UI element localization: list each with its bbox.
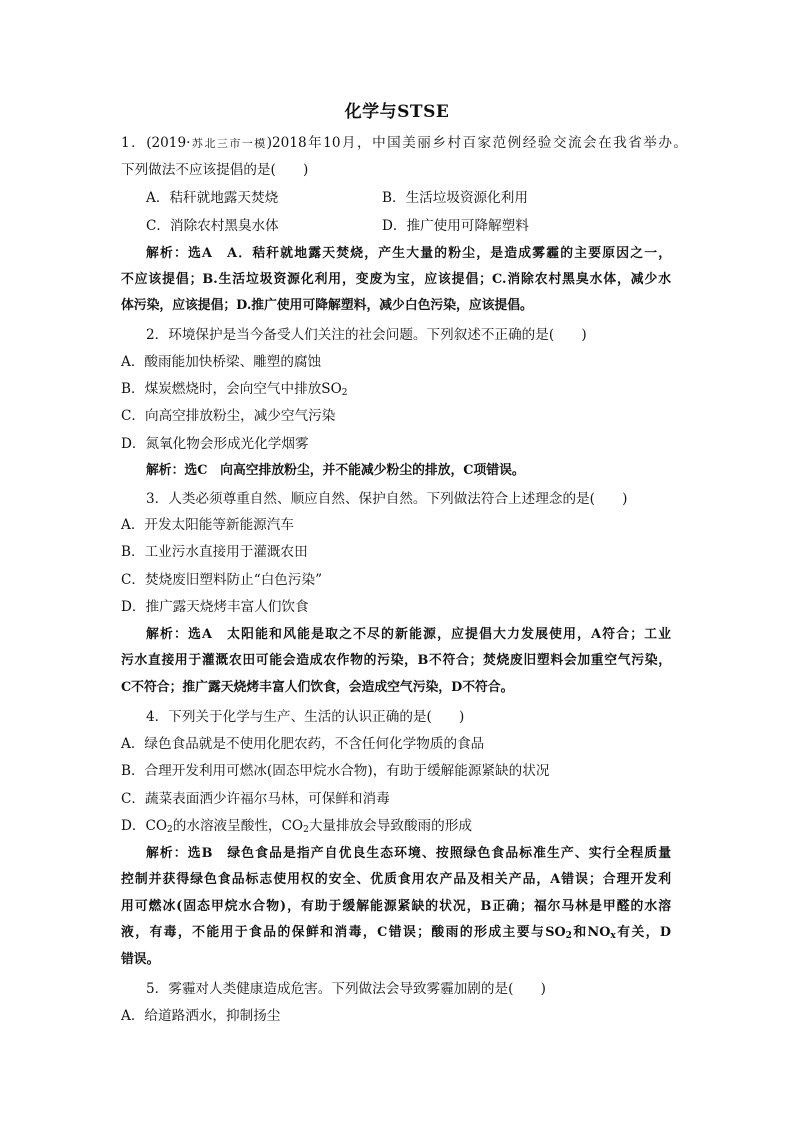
q4-analysis-line2: 控制并获得绿色食品标志使用权的安全、优质食用农产品及相关产品，A错误；合理开发利 xyxy=(121,872,671,887)
q4-option-d-part3: 大量排放会导致酸雨的形成 xyxy=(308,818,472,834)
q4-stem: 4．下列关于化学与生产、生活的认识正确的是( ) xyxy=(146,709,465,725)
q4-option-d-part1: D．CO xyxy=(121,818,168,834)
q2-option-b-text: B．煤炭燃烧时，会向空气中排放SO xyxy=(121,381,342,397)
q3-stem: 3．人类必须尊重自然、顺应自然、保护自然。下列做法符合上述理念的是( ) xyxy=(146,491,628,507)
q4-analysis-subscript2: x xyxy=(610,931,616,941)
q1-option-d: D．推广使用可降解塑料 xyxy=(382,218,529,234)
page-title: 化学与STSE xyxy=(344,102,450,122)
q5-stem: 5．雾霾对人类健康造成危害。下列做法会导致雾霾加剧的是( ) xyxy=(146,981,546,997)
q1-option-b: B．生活垃圾资源化利用 xyxy=(382,190,528,206)
q2-option-b xyxy=(121,380,681,398)
q4-option-c: C．蔬菜表面洒少许福尔马林，可保鲜和消毒 xyxy=(121,791,390,807)
q4-analysis-subscript1: 2 xyxy=(565,931,572,941)
q3-option-b: B．工业污水直接用于灌溉农田 xyxy=(121,544,308,560)
q1-stem-line2: 下列做法不应该提倡的是( ) xyxy=(121,162,309,178)
q4-analysis-line4-part3: 有关，D xyxy=(615,925,671,940)
q3-option-d: D．推广露天烧烤丰富人们饮食 xyxy=(121,599,309,615)
q2-option-b-subscript: 2 xyxy=(341,388,348,398)
q2-analysis: 解析：选C 向高空排放粉尘，并不能减少粉尘的排放，C项错误。 xyxy=(146,463,525,478)
q4-analysis-line1: 解析：选B 绿色食品是指产自优良生态环境、按照绿色食品标准生产、实行全程质量 xyxy=(146,846,671,861)
q4-analysis-line5: 错误。 xyxy=(121,952,160,967)
q1-source: 苏北三市一模 xyxy=(190,137,267,150)
q3-analysis-line2: 污水直接用于灌溉农田可能会造成农作物的污染，B不符合；焚烧废旧塑料会加重空气污染， xyxy=(121,653,671,668)
q2-option-d: D．氮氧化物会形成光化学烟雾 xyxy=(121,436,309,452)
q1-option-c: C．消除农村黑臭水体 xyxy=(146,218,279,234)
q1-stem-line1 xyxy=(121,134,687,153)
q1-stem-year: 1．(2019· xyxy=(121,135,191,151)
q4-option-a: A．绿色食品就是不使用化肥农药，不含任何化学物质的食品 xyxy=(121,736,485,752)
q1-analysis-line3: 体污染，应该提倡；D.推广使用可降解塑料，减少白色污染，应该提倡。 xyxy=(121,298,533,313)
q1-analysis-line1: 解析：选A A．秸秆就地露天焚烧，产生大量的粉尘，是造成雾霾的主要原因之一， xyxy=(146,246,671,261)
q4-analysis-line4-part2: 和NO xyxy=(571,925,611,940)
q4-option-d-part2: 的水溶液呈酸性，CO xyxy=(172,818,304,834)
q1-analysis-line2: 不应该提倡；B.生活垃圾资源化利用，变废为宝，应该提倡；C.消除农村黑臭水体，减少水 xyxy=(121,272,671,287)
q2-option-a: A．酸雨能加快桥梁、雕塑的腐蚀 xyxy=(121,354,322,370)
q1-stem-text: )2018年10月，中国美丽乡村百家范例经验交流会在我省举办。 xyxy=(266,135,688,151)
q3-option-c: C．焚烧废旧塑料防止“白色污染” xyxy=(121,572,323,588)
q4-analysis-line4 xyxy=(121,924,671,942)
q4-option-d xyxy=(121,817,681,835)
q5-option-a: A．给道路洒水，抑制扬尘 xyxy=(121,1008,281,1024)
q3-option-a: A．开发太阳能等新能源汽车 xyxy=(121,517,294,533)
q3-analysis-line3: C不符合；推广露天烧烤丰富人们饮食，会造成空气污染，D不符合。 xyxy=(121,680,514,695)
q2-stem: 2．环境保护是当今备受人们关注的社会问题。下列叙述不正确的是( ) xyxy=(146,327,587,343)
q1-option-a: A．秸秆就地露天焚烧 xyxy=(146,190,279,206)
q4-option-d-subscript1: 2 xyxy=(167,825,173,835)
q4-option-b: B．合理开发利用可燃冰(固态甲烷水合物)，有助于缓解能源紧缺的状况 xyxy=(121,763,550,779)
q4-analysis-line4-part1: 液，有毒，不能用于食品的保鲜和消毒，C错误；酸雨的形成主要与SO xyxy=(121,925,566,940)
q4-analysis-line3: 用可燃冰(固态甲烷水合物)，有助于缓解能源紧缺的状况，B正确；福尔马林是甲醛的水溶 xyxy=(121,899,671,914)
q3-analysis-line1: 解析：选A 太阳能和风能是取之不尽的新能源，应提倡大力发展使用，A符合；工业 xyxy=(146,627,671,642)
q4-option-d-subscript2: 2 xyxy=(303,825,309,835)
q2-option-c: C．向高空排放粉尘，减少空气污染 xyxy=(121,408,336,424)
